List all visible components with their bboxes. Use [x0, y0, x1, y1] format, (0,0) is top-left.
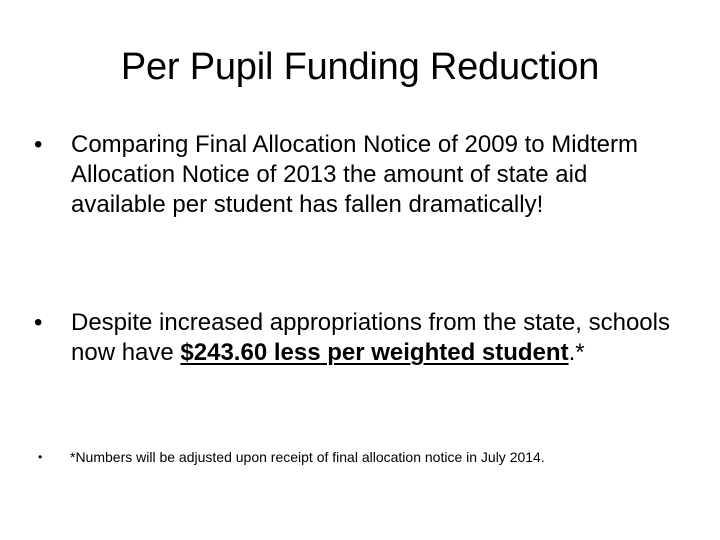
bullet-text [71, 308, 683, 368]
footnote-text: *Numbers will be adjusted upon receipt of final allocation notice in July 2014. [70, 449, 545, 465]
bullet-text-after: .* [568, 339, 585, 366]
bullet-item-allocation-comparison [34, 130, 684, 260]
funding-reduction-amount: $243.60 less per weighted student [180, 339, 569, 366]
bullet-marker: • [34, 131, 43, 158]
bullet-text: Comparing Final Allocation Notice of 2009 to Midterm Allocation Notice of 2013 the amount of state aid available per student has fallen dramatically! [71, 131, 638, 218]
bullet-item-footnote [34, 448, 684, 472]
bullet-marker: • [38, 450, 43, 464]
bullet-text-before: Despite increased appropriations from the state, schools now have [71, 309, 670, 366]
slide-title: Per Pupil Funding Reduction [120, 46, 600, 88]
bullet-marker: • [34, 309, 43, 336]
bullet-item-funding-reduction [34, 308, 684, 403]
